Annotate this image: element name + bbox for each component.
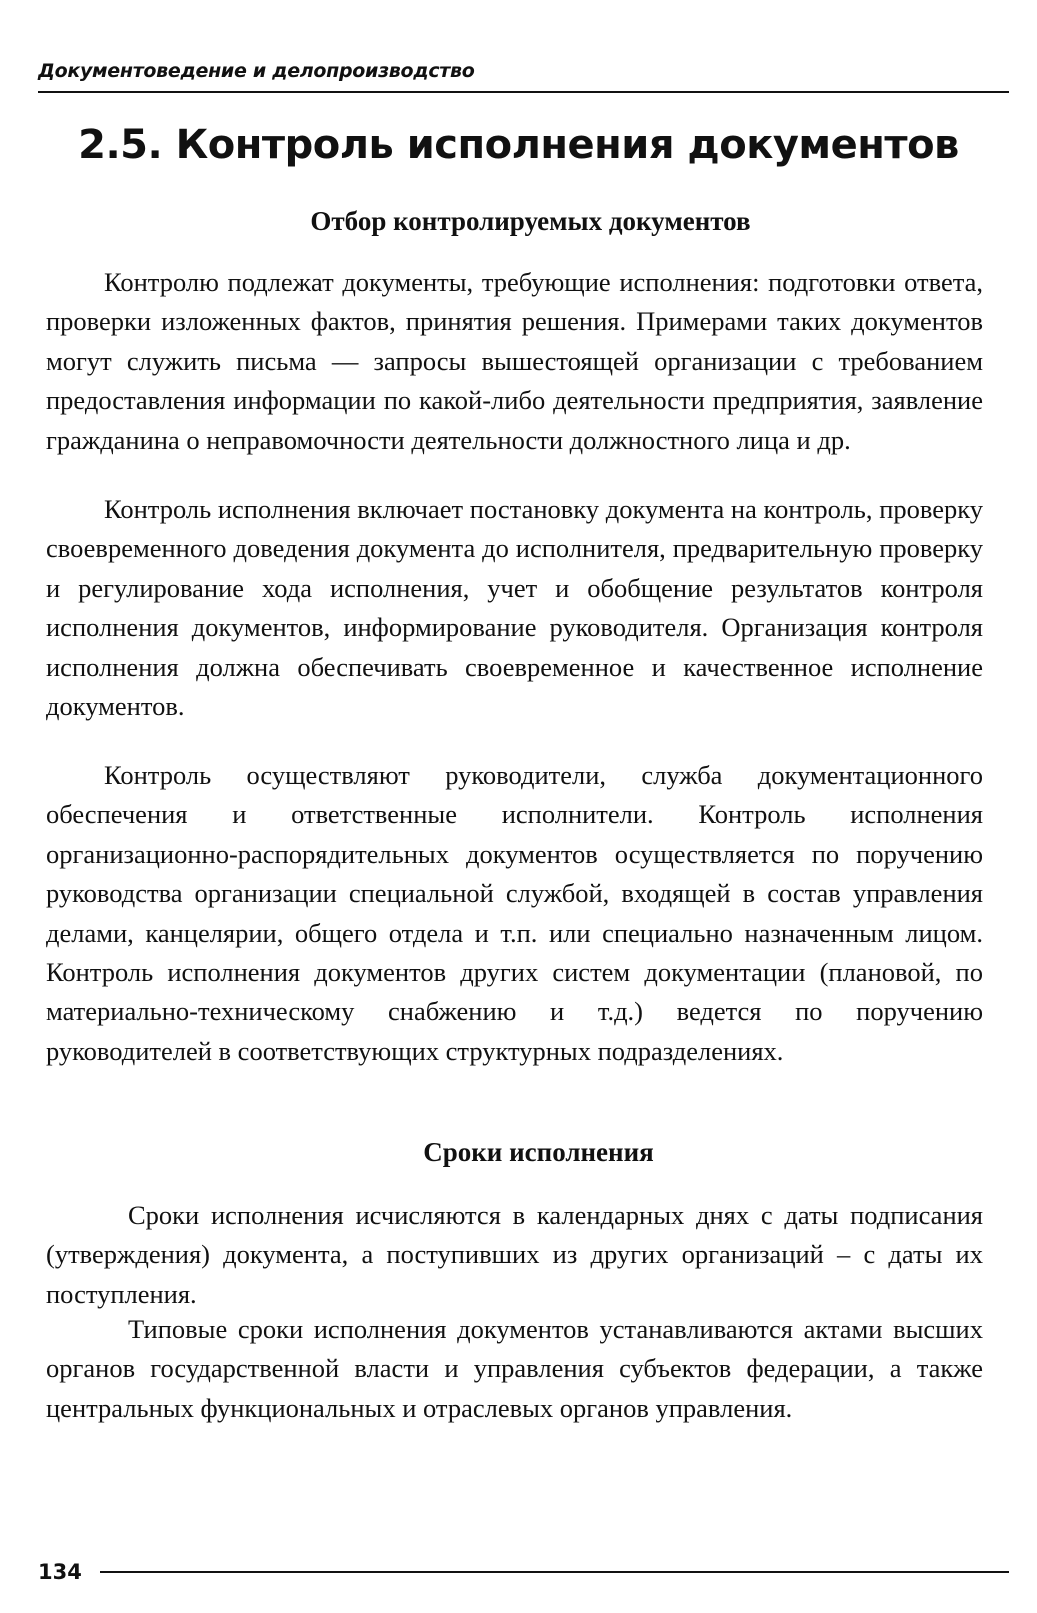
section-heading-deadlines: Сроки исполнения (423, 1137, 654, 1167)
paragraph: Типовые сроки исполнения документов устанавливаются актами высших органов государственной власти и управления субъектов федерации, а также центральных функциональных и отраслевых органов управления. (46, 1314, 983, 1423)
paragraph: Сроки исполнения исчисляются в календарных днях с даты подписания (утверждения) документа, а поступивших из других организаций – с даты их поступления. (46, 1200, 983, 1309)
paragraph: Контроль исполнения включает постановку документа на контроль, проверку своевременного доведения документа до исполнителя, предварительную проверку и регулирование хода исполнения, учет и обобщение результатов контроля исполнения документов, информирование руководителя. Организация контроля исполнения должна обеспечивать своевременное и качественное исполнение документов. (46, 494, 983, 722)
page-footer (38, 1560, 1009, 1584)
section-heading-selection: Отбор контролируемых документов (310, 206, 751, 236)
page-number: 134 (38, 1560, 82, 1584)
running-head: Документоведение и делопроизводство (38, 60, 475, 82)
page-title: 2.5. Контроль исполнения документов (78, 122, 959, 168)
footer-rule (100, 1571, 1009, 1573)
header-rule (38, 91, 1009, 93)
paragraph: Контролю подлежат документы, требующие исполнения: подготовки ответа, проверки изложенных фактов, принятия решения. Примерами таких документов могут служить письма — запросы вышестоящей организации с требованием предоставления информации по какой-либо деятельности предприятия, заявление гражданина о неправомочности деятельности должностного лица и др. (46, 267, 983, 455)
paragraph: Контроль осуществляют руководители, служба документационного обеспечения и ответственные исполнители. Контроль исполнения организационно-распорядительных документов осуществляется по поручению руководства организации специальной службой, входящей в состав управления делами, канцелярии, общего отдела и т.п. или специально назначенным лицом. Контроль исполнения документов других систем документации (плановой, по материально-техническому снабжению и т.д.) ведется по поручению руководителей в соответствующих структурных подразделениях. (46, 760, 983, 1066)
